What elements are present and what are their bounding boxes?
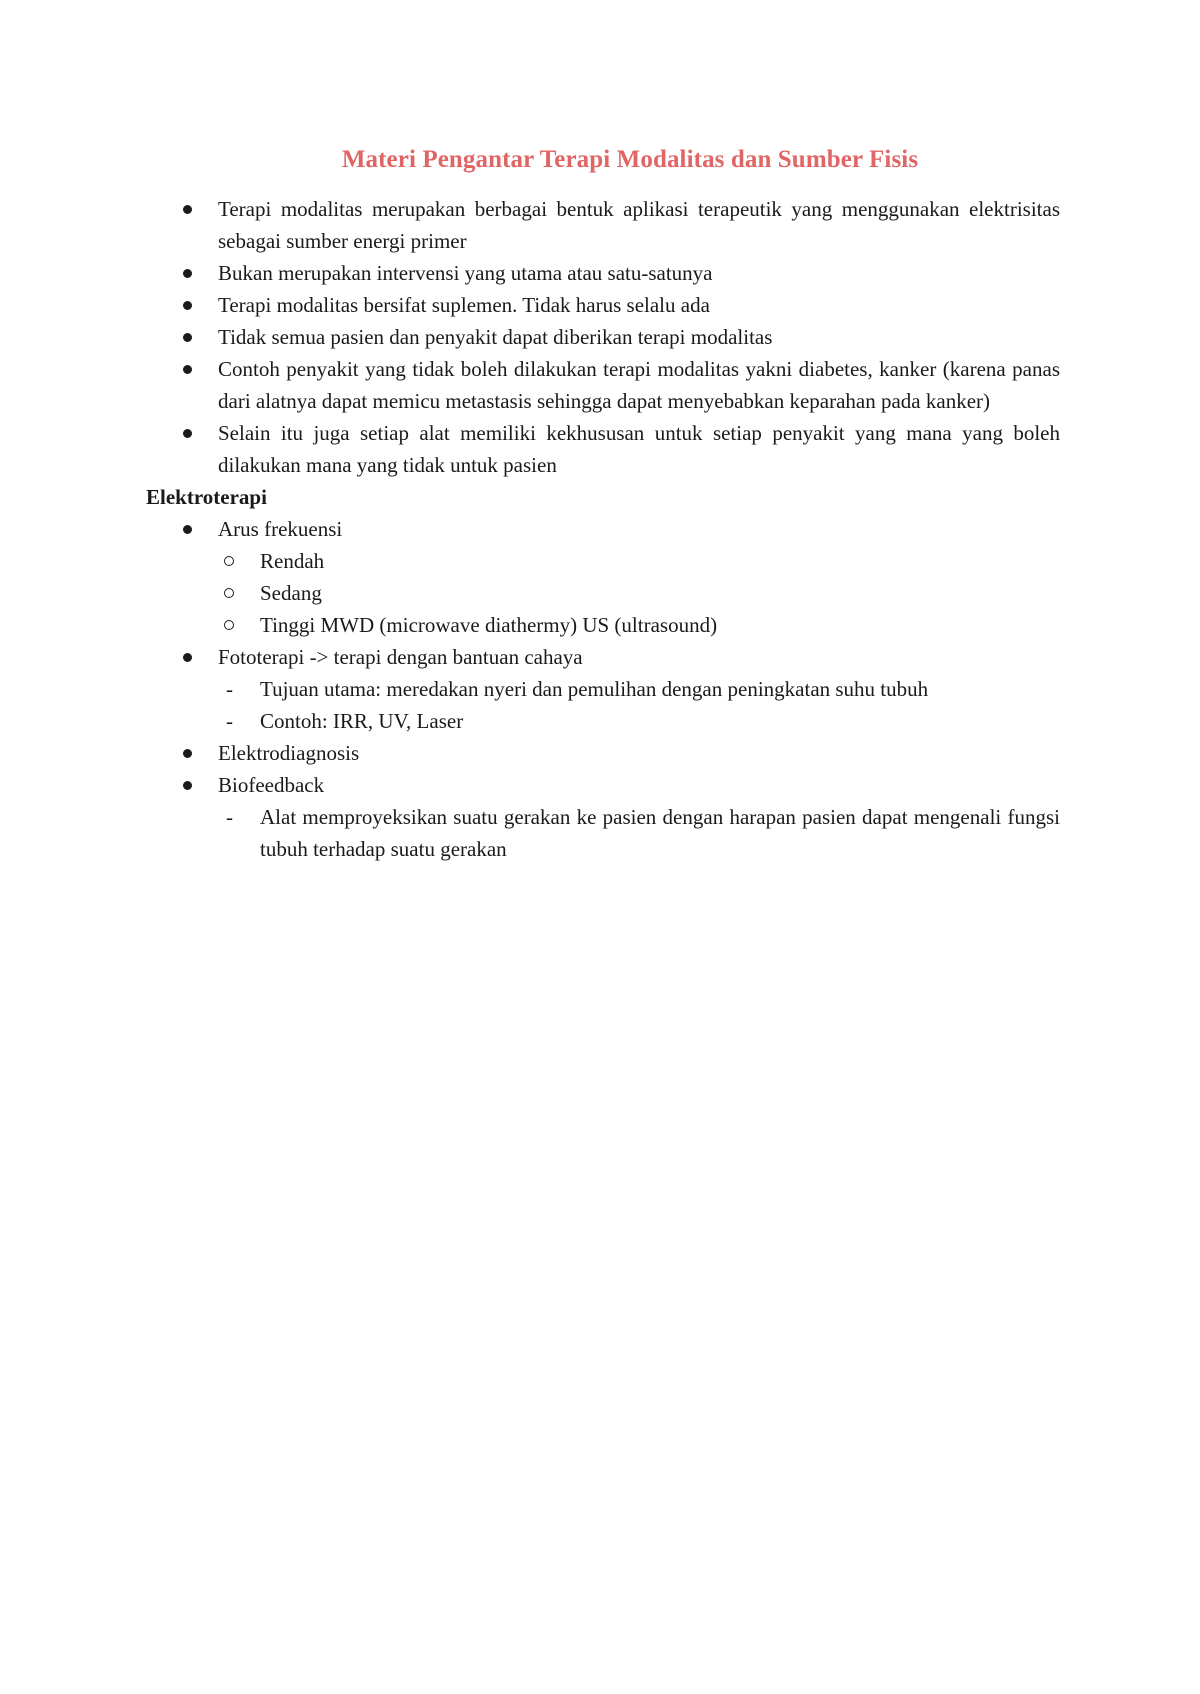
circle-bullet-icon (224, 620, 234, 630)
sub-list-item-text: Rendah (260, 549, 325, 573)
bullet-icon (183, 269, 192, 278)
bullet-icon (183, 205, 192, 214)
list-item-text: Tidak semua pasien dan penyakit dapat diberikan terapi modalitas (218, 325, 773, 349)
list-item-text: Terapi modalitas merupakan berbagai bentuk aplikasi terapeutik yang menggunakan elektrisitas sebagai sumber energi primer (218, 197, 1060, 253)
sub-list-item (218, 801, 1060, 865)
sub-list-item (218, 609, 1060, 641)
document-title: Materi Pengantar Terapi Modalitas dan Sumber Fisis (341, 146, 919, 173)
bullet-icon (183, 333, 192, 342)
section-heading: Elektroterapi (146, 485, 267, 509)
sub-list-item (218, 577, 1060, 609)
list-item (146, 257, 1060, 289)
list-item-text: Fototerapi -> terapi dengan bantuan cahaya (218, 645, 583, 669)
list-item-text: Terapi modalitas bersifat suplemen. Tidak harus selalu ada (218, 293, 710, 317)
dash-bullet: - (226, 805, 233, 829)
bullet-icon (183, 781, 192, 790)
list-item (146, 353, 1060, 417)
circle-bullet-icon (224, 556, 234, 566)
sub-list-item-text: Contoh: IRR, UV, Laser (260, 709, 464, 733)
list-item-text: Bukan merupakan intervensi yang utama atau satu-satunya (218, 261, 713, 285)
intro-list (146, 193, 1060, 481)
sub-list-item (218, 545, 1060, 577)
list-item (146, 321, 1060, 353)
bullet-icon (183, 653, 192, 662)
list-item (146, 289, 1060, 321)
sub-list-item-text: Alat memproyeksikan suatu gerakan ke pasien dengan harapan pasien dapat mengenali fungsi tubuh terhadap suatu gerakan (260, 805, 1060, 861)
section-list (146, 513, 1060, 865)
bullet-icon (183, 429, 192, 438)
list-item-text: Biofeedback (218, 773, 325, 797)
document-body (146, 193, 1060, 865)
list-item-text: Elektrodiagnosis (218, 741, 360, 765)
list-item (146, 193, 1060, 257)
list-item (146, 641, 1060, 737)
bullet-icon (183, 525, 192, 534)
list-item (146, 737, 1060, 769)
dash-bullet: - (226, 709, 233, 733)
sub-list-item (218, 673, 1060, 705)
bullet-icon (183, 365, 192, 374)
sub-list (218, 673, 1060, 737)
list-item (146, 513, 1060, 641)
list-item-text: Arus frekuensi (218, 517, 343, 541)
sub-list (218, 801, 1060, 865)
sub-list-item-text: Tinggi MWD (microwave diathermy) US (ultrasound) (260, 613, 718, 637)
dash-bullet: - (226, 677, 233, 701)
sub-list-item-text: Tujuan utama: meredakan nyeri dan pemulihan dengan peningkatan suhu tubuh (260, 677, 929, 701)
sub-list-item-text: Sedang (260, 581, 322, 605)
bullet-icon (183, 301, 192, 310)
circle-bullet-icon (224, 588, 234, 598)
bullet-icon (183, 749, 192, 758)
list-item-text: Selain itu juga setiap alat memiliki kekhususan untuk setiap penyakit yang mana yang boleh dilakukan mana yang tidak untuk pasien (218, 421, 1060, 477)
sub-list (218, 545, 1060, 641)
list-item (146, 417, 1060, 481)
list-item-text: Contoh penyakit yang tidak boleh dilakukan terapi modalitas yakni diabetes, kanker (karena panas dari alatnya dapat memicu metastasis sehingga dapat menyebabkan keparahan pada kanker) (218, 357, 1060, 413)
list-item (146, 769, 1060, 865)
sub-list-item (218, 705, 1060, 737)
